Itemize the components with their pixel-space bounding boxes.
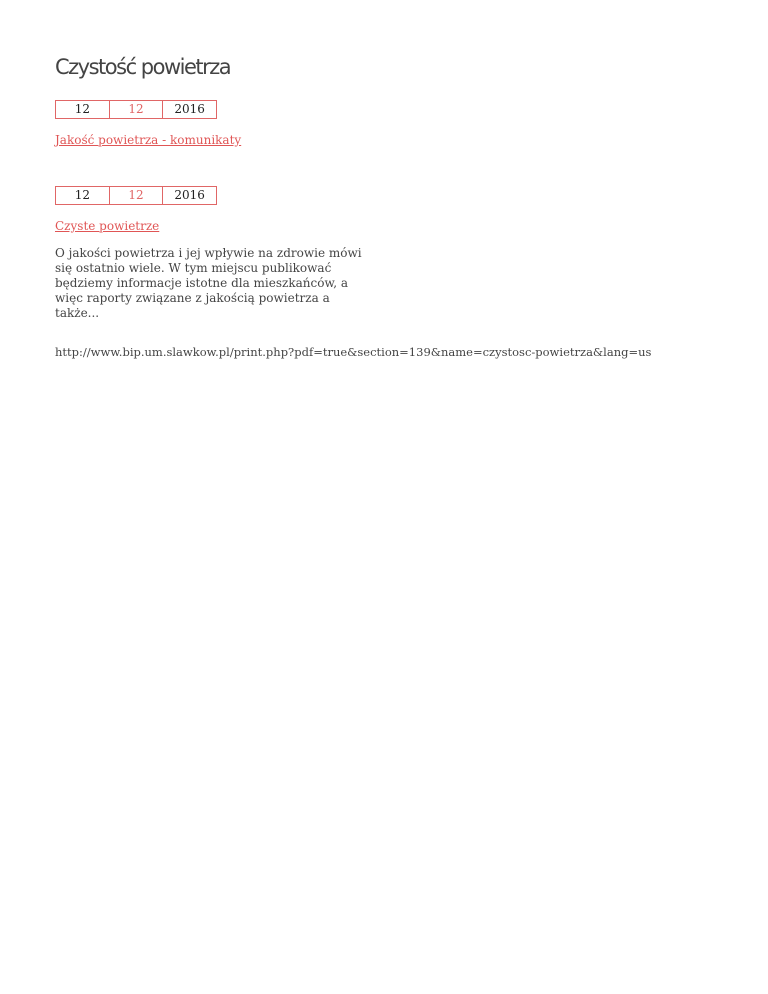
- news-entry: [55, 186, 735, 321]
- news-entry: [55, 100, 735, 148]
- date-box: [55, 100, 217, 119]
- date-year: 2016: [162, 101, 216, 118]
- date-month: 12: [109, 101, 163, 118]
- date-box: [55, 186, 217, 205]
- date-day: 12: [74, 188, 90, 202]
- date-day: 12: [74, 102, 90, 116]
- entry-excerpt: O jakości powietrza i jej wpływie na zdrowie mówi się ostatnio wiele. W tym miejscu publikować będziemy informacje istotne dla mieszkańców, a więc raporty związane z jakością powietrza a także...: [55, 246, 362, 320]
- date-month: 12: [109, 187, 163, 204]
- entry-title-link[interactable]: Jakość powietrza - komunikaty: [55, 133, 242, 147]
- entry-title-link[interactable]: Czyste powietrze: [55, 219, 160, 233]
- page-title: Czystość powietrza: [55, 55, 231, 79]
- source-url: http://www.bip.um.slawkow.pl/print.php?pdf=true&section=139&name=czystosc-powietrza&lang=us: [55, 345, 652, 359]
- date-year: 2016: [162, 187, 216, 204]
